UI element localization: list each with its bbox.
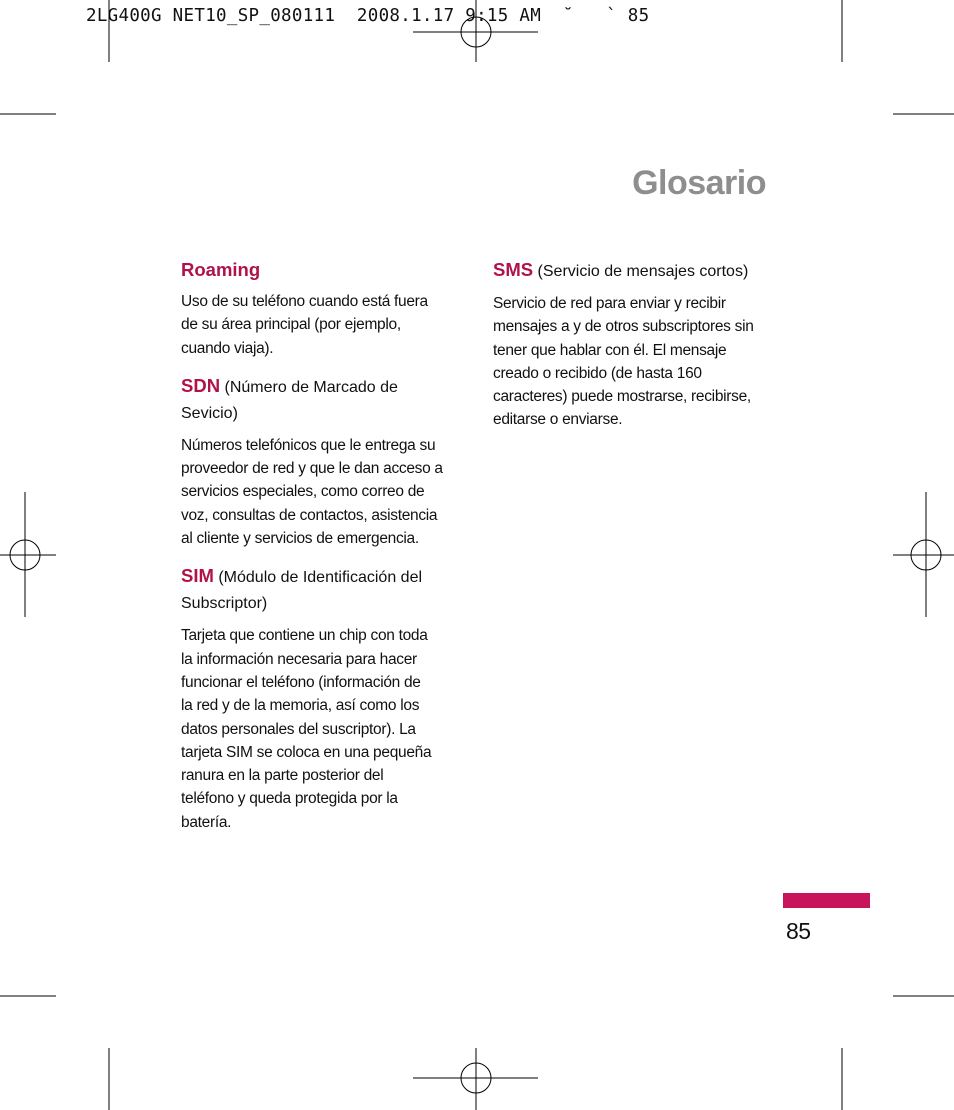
definition-line: Números telefónicos que le entrega su (181, 436, 436, 454)
definition-line: servicios especiales, como correo de (181, 483, 425, 501)
definition-line: Servicio de red para enviar y recibir (493, 295, 726, 312)
print-slug-line: 2LG400G NET10_SP_080111 2008.1.17 9:15 AM ˘ ` 85 (86, 6, 650, 26)
term-keyword: SMS (493, 259, 534, 280)
glossary-term (493, 258, 783, 284)
term-keyword: SIM (181, 565, 214, 587)
glossary-term (181, 374, 471, 426)
term-expansion: (Número de Marcado de (220, 378, 398, 396)
definition-line: voz, consultas de contactos, asistencia (181, 506, 438, 524)
definition-line: tarjeta SIM se coloca en una pequeña (181, 743, 432, 761)
term-expansion-continued: Subscriptor) (181, 595, 268, 613)
glossary-entry-sms (493, 258, 783, 432)
definition-line: la información necesaria para hacer (181, 650, 417, 668)
term-expansion-continued: Sevicio) (181, 404, 238, 422)
section-tab-bar (783, 893, 870, 908)
glossary-column-right (493, 258, 783, 446)
glossary-entry-roaming (181, 258, 471, 360)
definition-line: al cliente y servicios de emergencia. (181, 530, 419, 548)
definition-line: funcionar el teléfono (información de (181, 673, 421, 691)
definition-line: mensajes a y de otros subscriptores sin (493, 318, 754, 336)
term-definition (181, 624, 471, 834)
definition-line: tener que hablar con él. El mensaje (493, 341, 727, 359)
definition-line: datos personales del suscriptor). La (181, 720, 416, 738)
term-keyword: Roaming (181, 259, 261, 280)
glossary-term (181, 258, 471, 282)
term-definition (181, 434, 471, 550)
glossary-entry-sim (181, 564, 471, 834)
term-definition (181, 290, 471, 360)
term-expansion: (Módulo de Identificación del (213, 569, 423, 587)
page-number: 85 (786, 918, 811, 944)
glossary-column-left (181, 258, 471, 848)
page-title: Glosario (632, 164, 766, 202)
definition-line: proveedor de red y que le dan acceso a (181, 460, 443, 478)
definition-line: caracteres) puede mostrarse, recibirse, (493, 388, 751, 406)
definition-line: cuando viaja). (181, 339, 274, 357)
definition-line: Uso de su teléfono cuando está fuera (181, 293, 428, 310)
definition-line: editarse o enviarse. (493, 411, 623, 429)
definition-line: la red y de la memoria, así como los (181, 697, 420, 715)
term-expansion: (Servicio de mensajes cortos) (533, 263, 749, 280)
definition-line: de su área principal (por ejemplo, (181, 316, 401, 334)
term-definition (493, 292, 783, 432)
glossary-term (181, 564, 471, 616)
glossary-entry-sdn (181, 374, 471, 550)
term-keyword: SDN (181, 374, 221, 396)
definition-line: ranura en la parte posterior del (181, 767, 384, 785)
definition-line: teléfono y queda protegida por la (181, 790, 398, 808)
definition-line: Tarjeta que contiene un chip con toda (181, 627, 428, 645)
definition-line: batería. (181, 813, 232, 831)
definition-line: creado o recibido (de hasta 160 (493, 364, 702, 382)
